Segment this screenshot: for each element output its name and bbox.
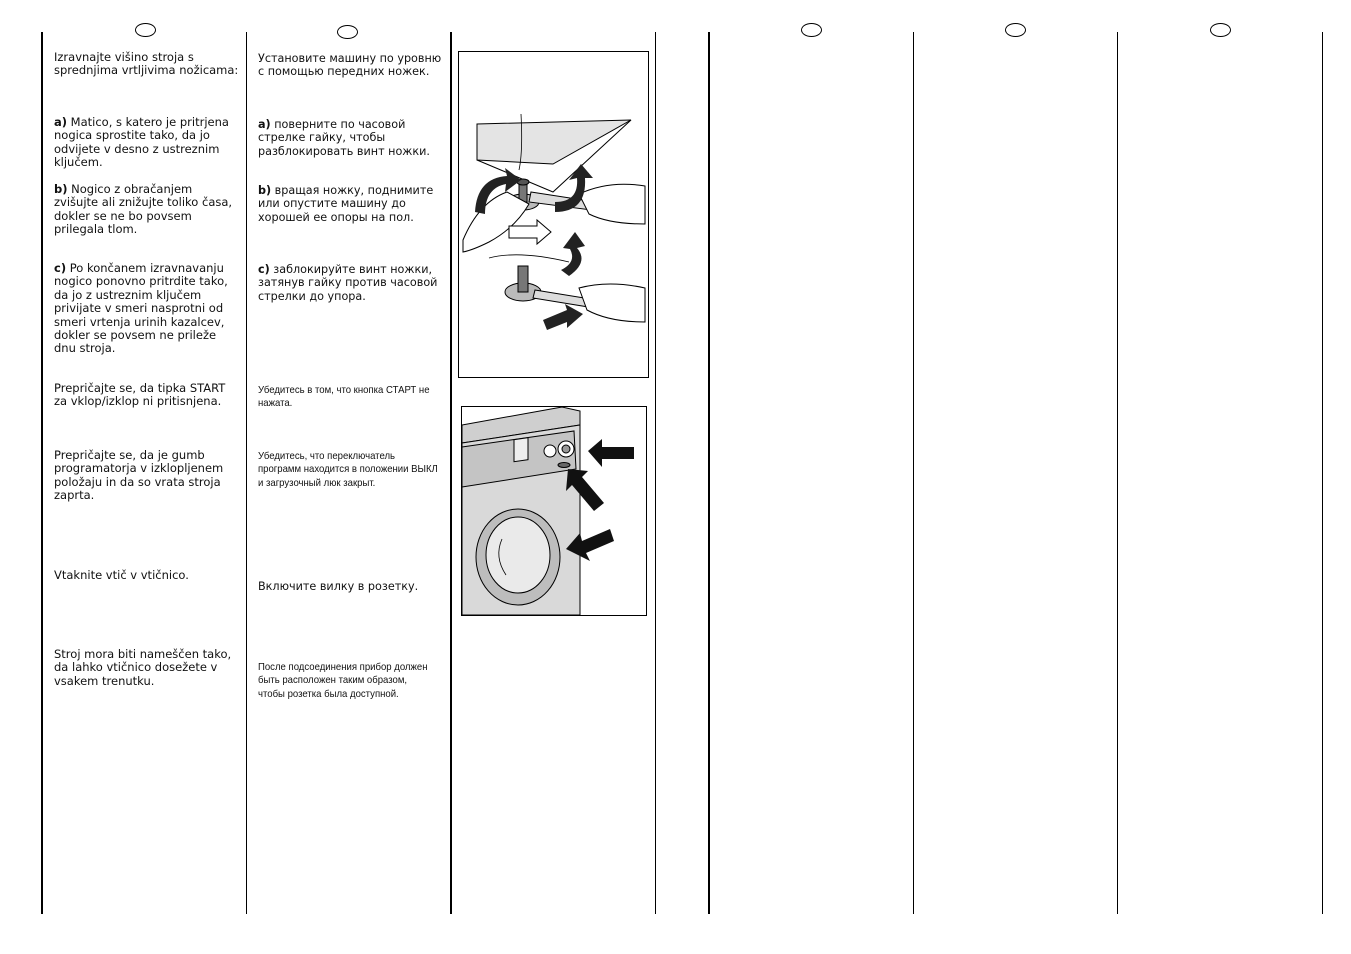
language-badge-6 [1005,23,1026,37]
sl-check-start: Prepričajte se, da tipka START za vklop/izklop ni pritisnjena. [54,381,226,409]
language-badge-5 [801,23,822,37]
leveling-figure [458,51,649,378]
sl-access: Stroj mora biti nameščen tako, da lahko vtičnico dosežete v vsakem trenutku. [54,647,232,688]
ru-step-a-label: a) [258,118,271,131]
machine-figure [461,406,647,616]
ru-plug: Включите вилку в розетку. [258,580,419,593]
column-rule-6 [913,32,914,914]
sl-step-b [54,183,239,237]
washing-machine-controls-illustration [462,407,646,615]
sl-step-a-text: Matico, s katero je pritrjena nogica sprostite tako, da jo odvijete v desno z ustreznim ključem. [54,115,229,170]
ru-step-b-label: b) [258,184,272,197]
ru-check-program: Убедитесь, что переключатель программ находится в положении ВЫКЛ и загрузочный люк закрыт. [258,451,438,489]
ru-step-c-label: c) [258,263,270,276]
column-rule-1 [41,32,43,914]
sl-step-c-text: Po končanem izravnavanju nogico ponovno pritrdite tako, da jo z ustreznim ključem privijate v smeri nasprotni od smeri vrtenja urinih kazalcev, dokler se povsem ne prileže dnu stroja. [54,261,228,356]
ru-access: После подсоединения прибор должен быть расположен таким образом, чтобы розетка была доступной. [258,662,428,700]
column-rule-4 [655,32,656,914]
ru-step-c-text: заблокируйте винт ножки, затянув гайку против часовой стрелки до упора. [258,263,438,303]
sl-check-program: Prepričajte se, da je gumb programatorja v izklopljenem položaju in da so vrata stroja zaprta. [54,448,224,503]
sl-step-b-text: Nogico z obračanjem zvišujte ali znižujte toliko časa, dokler se ne bo povsem prilegala tlom. [54,182,233,237]
sl-intro: Izravnajte višino stroja s sprednjima vrtljivima nožicama: [54,50,239,78]
column-rule-5 [708,32,710,914]
sl-step-a-label: a) [54,115,68,129]
language-badge-ru [337,25,358,39]
ru-check-start: Убедитесь в том, что кнопка СТАРТ не нажата. [258,385,430,410]
ru-step-c [258,263,442,303]
foot-wrench-hands-illustration [459,52,648,377]
language-badge-7 [1210,23,1231,37]
language-badge-sl [135,23,156,37]
sl-plug: Vtaknite vtič v vtičnico. [54,568,189,582]
ru-intro: Установите машину по уровню с помощью передних ножек. [258,52,442,79]
ru-step-b-text: вращая ножку, поднимите или опустите машину до хорошей ее опоры на пол. [258,184,434,224]
sl-step-c [54,262,239,356]
ru-step-b [258,184,442,224]
column-rule-7 [1117,32,1118,914]
column-rule-2 [246,32,247,914]
sl-step-a [54,116,239,170]
sl-step-b-label: b) [54,182,68,196]
ru-step-a-text: поверните по часовой стрелке гайку, чтобы разблокировать винт ножки. [258,118,430,158]
column-rule-8 [1322,32,1323,914]
column-rule-3 [450,32,452,914]
ru-step-a [258,118,442,158]
sl-step-c-label: c) [54,261,67,275]
